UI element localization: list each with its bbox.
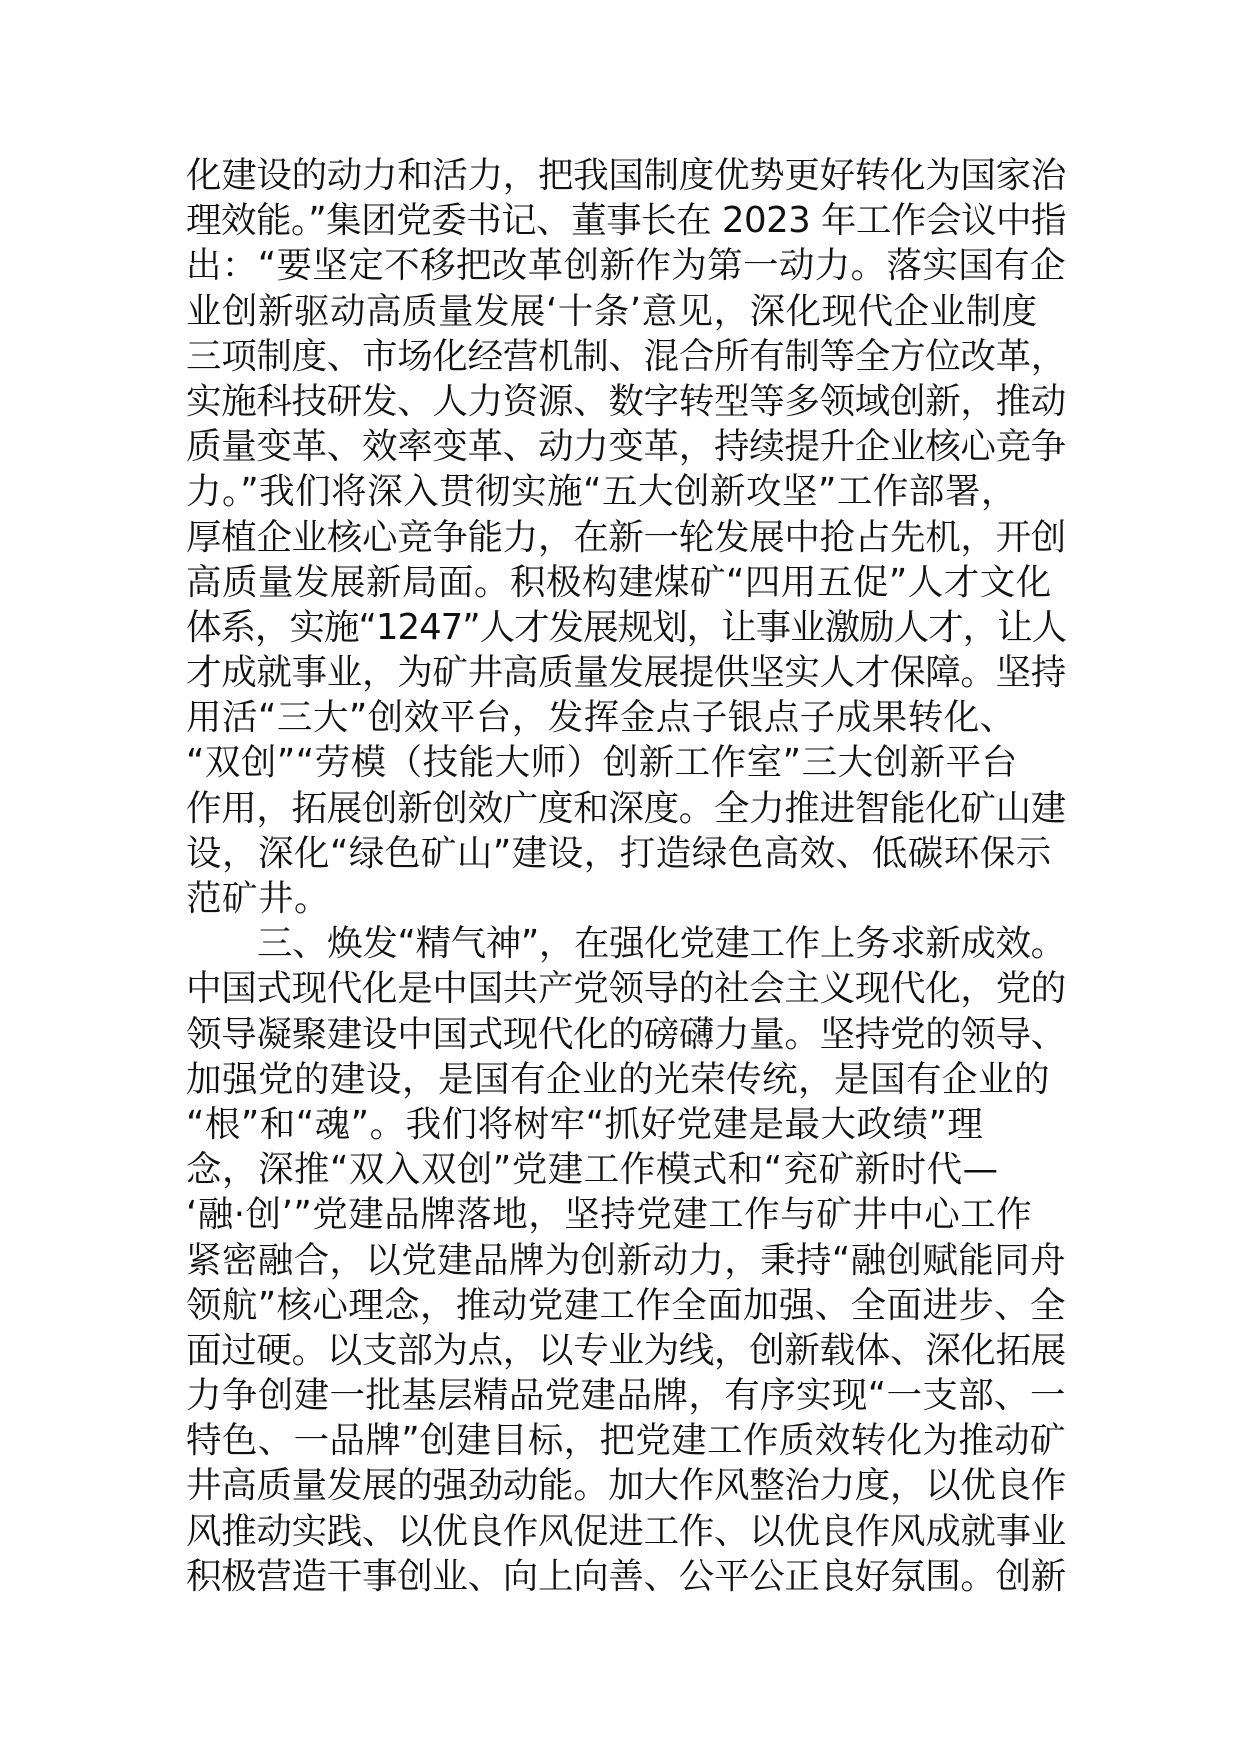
text-line: 化建设的动力和活力，把我国制度优势更好转化为国家治 [186,155,1067,196]
text-line: 三、焕发“精气神”，在强化党建工作上务求新成效。 [257,923,1066,965]
text-line: “根”和“魂”。我们将树牢“抓好党建是最大政绩”理 [186,1103,984,1145]
text-line: 体系，实施“1247”人才发展规划，让事业激励人才，让人 [186,606,1067,648]
text-line: 特色、一品牌”创建目标，把党建工作质效转化为推动矿 [186,1420,1066,1462]
text-line: 面过硬。以支部为点，以专业为线，创新载体、深化拓展 [186,1329,1067,1371]
text-line: 井高质量发展的强劲动能。加大作风整治力度，以优良作 [186,1465,1067,1507]
text-line: 才成就事业，为矿井高质量发展提供坚实人才保障。坚持 [186,652,1067,694]
text-line: 风推动实践、以优良作风促进工作、以优良作风成就事业 [186,1510,1067,1552]
text-line: 紧密融合，以党建品牌为创新动力，秉持“融创赋能同舟 [186,1239,1066,1281]
text-line: 出：“要坚定不移把改革创新作为第一动力。落实国有企 [186,245,1066,287]
text-line: 厚植企业核心竞争能力，在新一轮发展中抢占先机，开创 [186,516,1067,558]
text-line: 中国式现代化是中国共产党领导的社会主义现代化，党的 [186,968,1067,1010]
text-line: 领航”核心理念，推动党建工作全面加强、全面进步、全 [186,1284,1066,1326]
body-text [186,153,1066,1599]
text-line: 高质量发展新局面。积极构建煤矿“四用五促”人才文化 [186,561,1052,603]
text-line: 力。”我们将深入贯彻实施“五大创新攻坚”工作部署， [186,471,1017,513]
text-line: 积极营造干事创业、向上向善、公平公正良好氛围。创新 [186,1555,1067,1597]
text-line: 理效能。”集团党委书记、董事长在 2023 年工作会议中指 [186,200,1067,242]
text-line: 用活“三大”创效平台，发挥金点子银点子成果转化、 [186,697,1016,739]
text-line: 范矿井。 [186,878,331,919]
text-line: 三项制度、市场化经营机制、混合所有制等全方位改革， [186,335,1067,377]
text-line: 质量变革、效率变革、动力变革，持续提升企业核心竞争 [186,426,1067,468]
text-line: 领导凝聚建设中国式现代化的磅礴力量。坚持党的领导、 [186,1013,1067,1055]
text-line: 力争创建一批基层精品党建品牌，有序实现“一支部、一 [186,1375,1066,1417]
text-line: 加强党的建设，是国有企业的光荣传统，是国有企业的 [186,1058,1051,1100]
text-line: 作用，拓展创新创效广度和深度。全力推进智能化矿山建 [186,787,1067,829]
text-line: 念，深推“双入双创”党建工作模式和“兖矿新时代— [186,1149,999,1191]
text-line: 设，深化“绿色矿山”建设，打造绿色高效、低碳环保示 [186,832,1052,874]
text-line: 业创新驱动高质量发展‘十条’意见，深化现代企业制度 [186,290,1038,332]
text-line: ‘融·创’”党建品牌落地，坚持党建工作与矿井中心工作 [186,1194,1033,1236]
text-line: 实施科技研发、人力资源、数字转型等多领域创新，推动 [186,380,1067,422]
text-line: “双创”“劳模（技能大师）创新工作室”三大创新平台 [186,742,1018,784]
